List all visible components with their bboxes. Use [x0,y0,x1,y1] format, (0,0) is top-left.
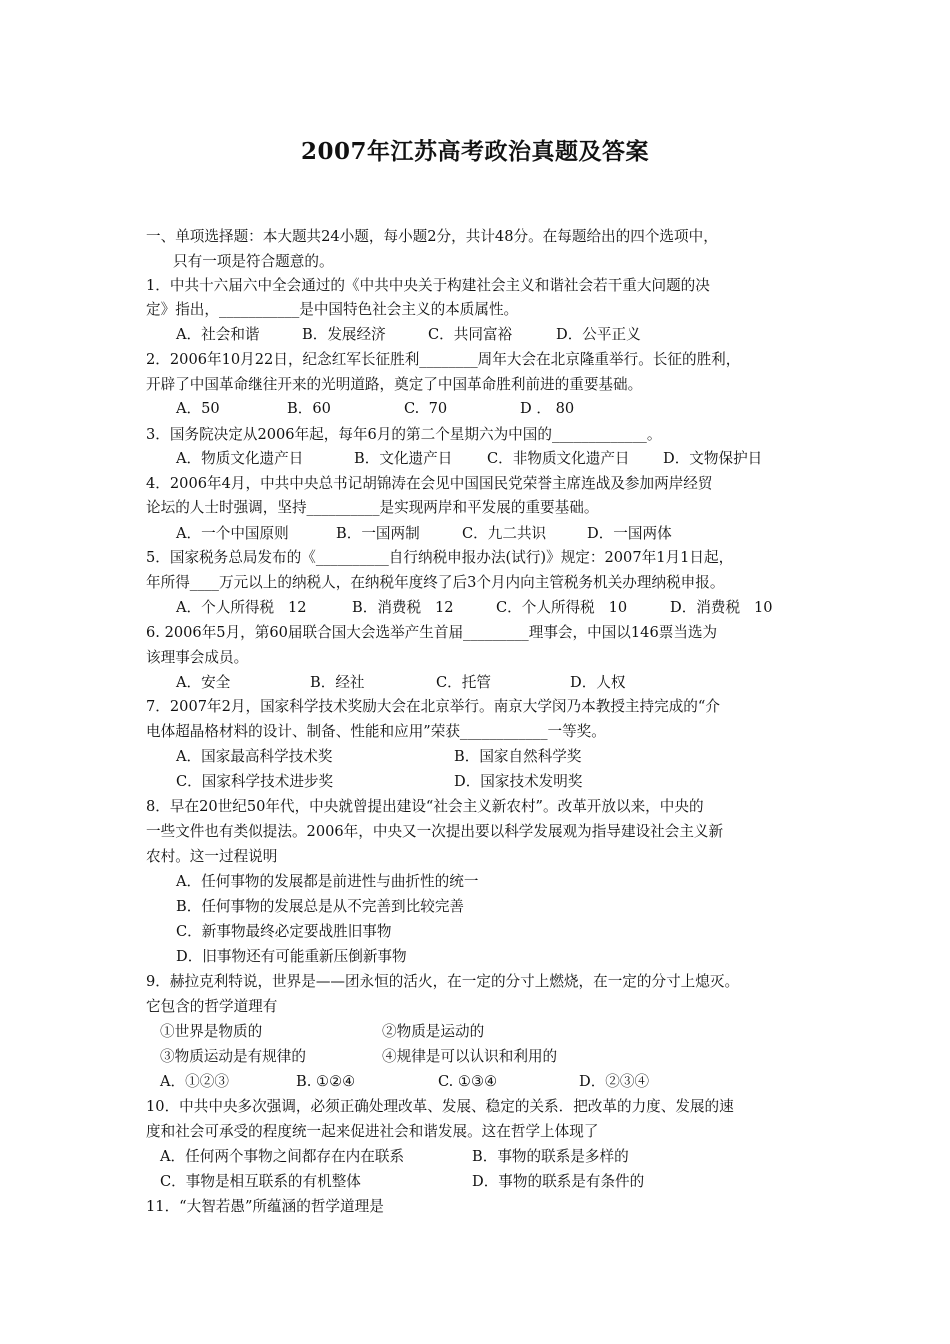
question-10-text: 度和社会可承受的程度统一起来促进社会和谐发展。这在哲学上体现了 [146,1123,599,1140]
question-8-text: 8．早在20世纪50年代，中央就曾提出建设“社会主义新农村”。改革开放以来，中央的 [146,798,704,815]
question-8-option-d: D．旧事物还有可能重新压倒新事物 [176,948,407,965]
question-2-text: 开辟了中国革命继往开来的光明道路，奠定了中国革命胜利前进的重要基础。 [146,376,643,393]
question-3-option-c: C．非物质文化遗产日 [487,450,630,467]
question-9-option-c: C. ①③④ [438,1073,498,1090]
section-header-line: 只有一项是符合题意的。 [173,253,334,270]
question-1-option-a: A．社会和谐 [176,326,260,343]
question-1-option-c: C．共同富裕 [428,326,513,343]
question-9-statement-1: ①世界是物质的 [160,1023,263,1040]
question-9-option-d: D．②③④ [579,1073,650,1090]
question-10-option-d: D．事物的联系是有条件的 [472,1173,645,1190]
question-9-statement-2: ②物质是运动的 [382,1023,485,1040]
question-4-text: 论坛的人士时强调，坚持__________是实现两岸和平发展的重要基础。 [146,499,599,516]
question-9-option-b: B. ①②④ [296,1073,356,1090]
question-10-text: 10．中共中央多次强调，必须正确处理改革、发展、稳定的关系．把改革的力度、发展的速 [146,1098,734,1115]
question-7-option-c: C．国家科学技术进步奖 [176,773,334,790]
question-6-option-c: C．托管 [436,674,491,691]
question-8-option-b: B．任何事物的发展总是从不完善到比较完善 [176,898,465,915]
question-9-option-a: A．①②③ [160,1073,229,1090]
question-9-statement-3: ③物质运动是有规律的 [160,1048,306,1065]
question-3-option-d: D．文物保护日 [663,450,763,467]
question-6-option-a: A．安全 [176,674,231,691]
question-5-text: 年所得____万元以上的纳税人，在纳税年度终了后3个月内向主管税务机关办理纳税申报。 [146,574,725,591]
question-2-option-d: D ． 80 [520,400,575,417]
question-7-option-d: D．国家技术发明奖 [454,773,583,790]
question-9-text: 9．赫拉克利特说，世界是——团永恒的活火，在一定的分寸上燃烧，在一定的分寸上熄灭。 [146,973,740,990]
question-6-text: 6. 2006年5月，第60届联合国大会选举产生首届_________理事会，中国以146票当选为 [146,624,718,641]
question-4-option-b: B．一国两制 [336,525,420,542]
question-1-option-b: B．发展经济 [302,326,386,343]
question-3-text: 3．国务院决定从2006年起，每年6月的第二个星期六为中国的_____________。 [146,426,662,443]
question-1-text: 定》指出，___________是中国特色社会主义的本质属性。 [146,301,519,318]
question-2-text: 2．2006年10月22日，纪念红军长征胜利________周年大会在北京隆重举行。长征的胜利， [146,351,741,368]
question-6-text: 该理事会成员。 [146,649,249,666]
question-3-option-a: A．物质文化遗产日 [176,450,304,467]
question-4-option-c: C．九二共识 [462,525,547,542]
question-8-text: 一些文件也有类似提法。2006年，中央又一次提出要以科学发展观为指导建设社会主义新 [146,823,724,840]
question-3-option-b: B．文化遗产日 [354,450,453,467]
question-10-option-a: A．任何两个事物之间都存在内在联系 [160,1148,405,1165]
question-5-option-a: A．个人所得税 12 [176,599,307,616]
question-5-option-c: C．个人所得税 10 [496,599,628,616]
question-8-option-c: C．新事物最终必定要战胜旧事物 [176,923,392,940]
question-4-option-d: D．一国两体 [587,525,672,542]
question-6-option-b: B．经社 [310,674,365,691]
question-8-option-a: A．任何事物的发展都是前进性与曲折性的统一 [176,873,479,890]
question-6-option-d: D．人权 [570,674,626,691]
question-7-text: 7．2007年2月，国家科学技术奖励大会在北京举行。南京大学闵乃本教授主持完成的“介 [146,698,720,715]
question-9-text: 它包含的哲学道理有 [146,998,278,1015]
question-8-text: 农村。这一过程说明 [146,848,278,865]
section-header-line: 一、单项选择题：本大题共24小题，每小题2分，共计48分。在每题给出的四个选项中， [146,228,718,245]
question-1-option-d: D．公平正义 [556,326,641,343]
question-2-option-b: B．60 [287,400,331,417]
question-5-option-b: B．消费税 12 [352,599,454,616]
question-10-option-b: B．事物的联系是多样的 [472,1148,629,1165]
question-5-text: 5．国家税务总局发布的《__________自行纳税申报办法(试行)》规定：2007年1月1日起， [146,549,734,566]
question-7-option-a: A．国家最高科学技术奖 [176,748,333,765]
question-4-text: 4．2006年4月，中共中央总书记胡锦涛在会见中国国民党荣誉主席连战及参加两岸经贸 [146,475,713,492]
question-9-statement-4: ④规律是可以认识和利用的 [382,1048,558,1065]
document-title: 2007年江苏高考政治真题及答案 [300,138,649,165]
question-2-option-c: C. 70 [404,400,448,417]
question-2-option-a: A．50 [176,400,220,417]
question-5-option-d: D．消费税 10 [670,599,773,616]
question-11-text: 11．“大智若愚”所蕴涵的哲学道理是 [146,1198,384,1215]
question-4-option-a: A．一个中国原则 [176,525,289,542]
question-7-option-b: B．国家自然科学奖 [454,748,582,765]
question-1-text: 1．中共十六届六中全会通过的《中共中央关于构建社会主义和谐社会若干重大问题的决 [146,277,710,294]
question-7-text: 电体超晶格材料的设计、制备、性能和应用”荣获____________一等奖。 [146,723,606,740]
question-10-option-c: C．事物是相互联系的有机整体 [160,1173,361,1190]
